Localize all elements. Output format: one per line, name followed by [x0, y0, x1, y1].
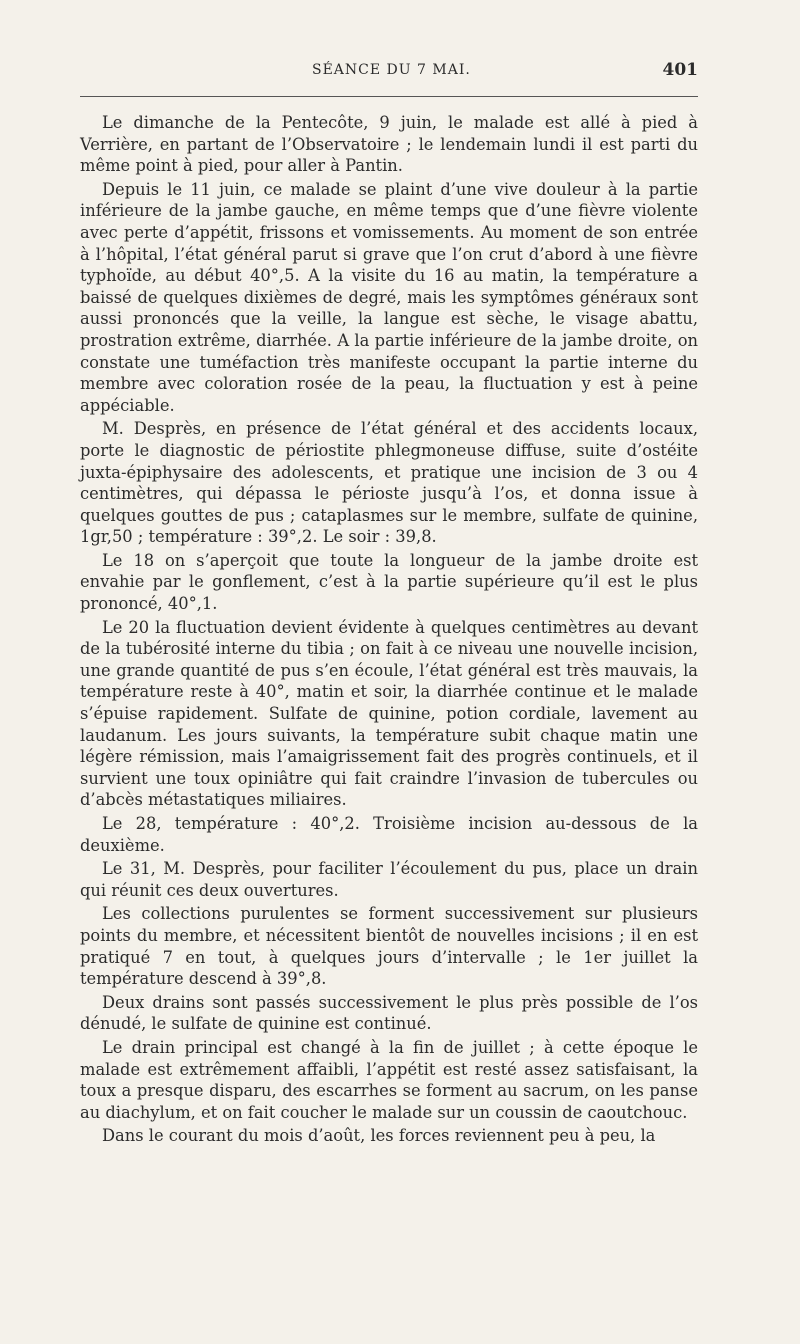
- paragraph: Le 31, M. Desprès, pour faciliter l’écoulement du pus, place un drain qui réunit ces deux ouvertures.: [80, 859, 698, 900]
- paragraph: Le 18 on s’aperçoit que toute la longueur de la jambe droite est envahie par le gonflement, c’est à la partie supérieure qu’il est le plus prononcé, 40°,1.: [80, 550, 698, 614]
- paragraph: Dans le courant du mois d’août, les forces reviennent peu à peu, la: [102, 1126, 656, 1146]
- paragraph: M. Desprès, en présence de l’état général et des accidents locaux, porte le diagnostic de périostite phlegmoneuse diffuse, suite d’ostéite juxta-épiphysaire des adolescents, et pratique une incision de 3 ou 4 centimètres, qui dépassa le périoste jusqu’à l’os, et donna issue à quelques gouttes de pus ; cataplasmes sur le membre, sulfate de quinine, 1gr,50 ; température : 39°,2. Le soir : 39,8.: [80, 419, 698, 547]
- paragraph: Depuis le 11 juin, ce malade se plaint d’une vive douleur à la partie inférieure de la jambe gauche, en même temps que d’une fièvre violente avec perte d’appétit, frissons et vomissements. Au moment de son entrée à l’hôpital, l’état général parut si grave que l’on crut d’abord à une fièvre typhoïde, au début 40°,5. A la visite du 16 au matin, la température a baissé de quelques dixièmes de degré, mais les symptômes généraux sont aussi prononcés que la veille, la langue est sèche, le visage abattu, prostration extrême, diarrhée. A la partie inférieure de la jambe droite, on constate une tuméfaction très manifeste occupant la partie interne du membre avec coloration rosée de la peau, la fluctuation y est à peine appéciable.: [80, 179, 698, 415]
- running-header: [80, 62, 698, 84]
- page-body: [80, 112, 698, 1149]
- paragraph: Le 20 la fluctuation devient évidente à quelques centimètres au devant de la tubérosité interne du tibia ; on fait à ce niveau une nouvelle incision, une grande quantité de pus s’en écoule, l’état général est très mauvais, la température reste à 40°, matin et soir, la diarrhée continue et le malade s’épuise rapidement. Sulfate de quinine, potion cordiale, lavement au laudanum. Les jours suivants, la température subit chaque matin une légère rémission, mais l’amaigrissement fait des progrès continuels, et il survient une toux opiniâtre qui fait craindre l’invasion de tubercules ou d’abcès métastatiques miliaires.: [80, 617, 698, 810]
- header-rule: [80, 96, 698, 97]
- paragraph: Le dimanche de la Pentecôte, 9 juin, le malade est allé à pied à Verrière, en partant de l’Observatoire ; le lendemain lundi il est parti du même point à pied, pour aller à Pantin.: [80, 113, 698, 176]
- paragraph: Le drain principal est changé à la fin de juillet ; à cette époque le malade est extrêmement affaibli, l’appétit est resté assez satisfaisant, la toux a presque disparu, des escarrhes se forment au sacrum, on les panse au diachylum, et on fait coucher le malade sur un coussin de caoutchouc.: [80, 1037, 698, 1122]
- paragraph: Les collections purulentes se forment successivement sur plusieurs points du membre, et nécessitent bientôt de nouvelles incisions ; il en est pratiqué 7 en tout, à quelques jours d’intervalle ; le 1er juillet la température descend à 39°,8.: [80, 904, 698, 989]
- paragraph: Le 28, température : 40°,2. Troisième incision au-dessous de la deuxième.: [80, 814, 698, 855]
- paragraph: Deux drains sont passés successivement le plus près possible de l’os dénudé, le sulfate de quinine est continué.: [80, 992, 698, 1034]
- running-title: SÉANCE DU 7 MAI.: [312, 62, 471, 78]
- page-number: 401: [662, 60, 698, 80]
